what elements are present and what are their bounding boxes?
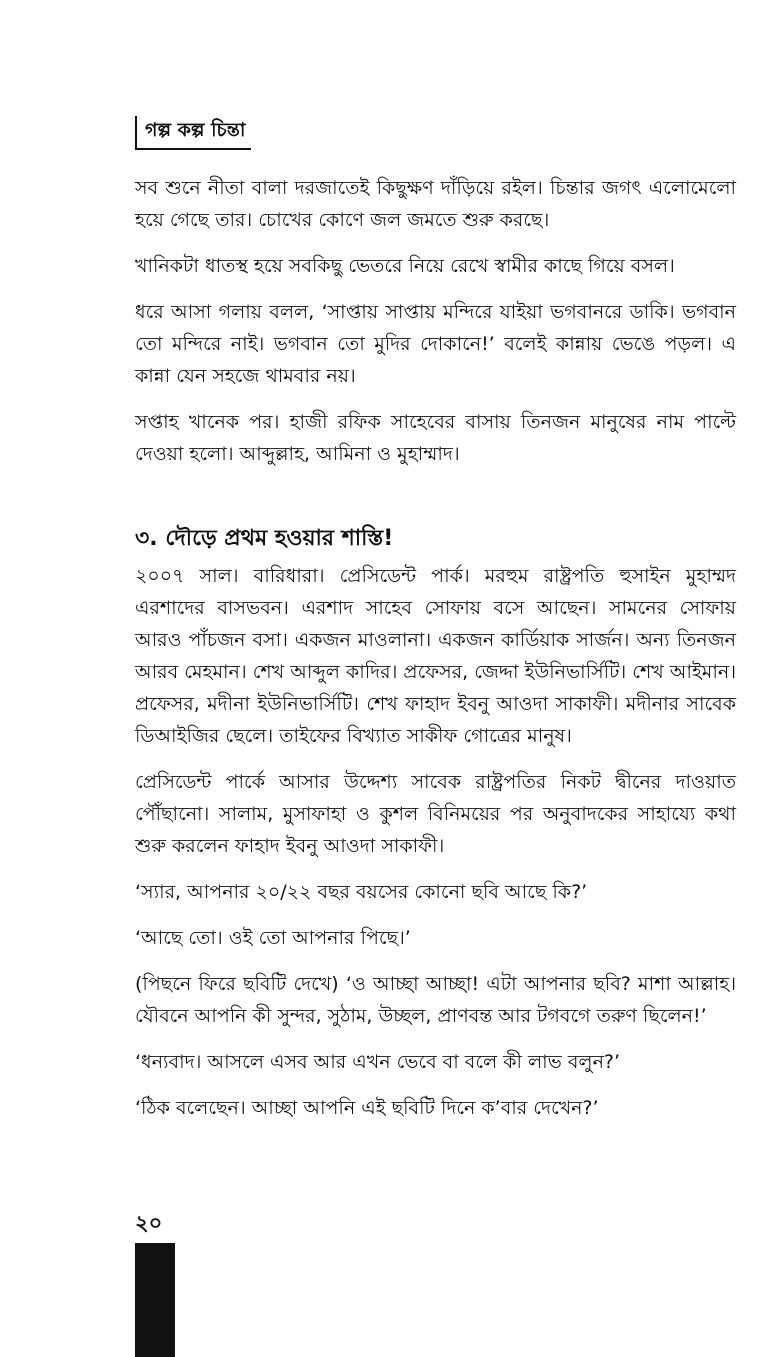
edge-tab-marker — [135, 1243, 175, 1357]
paragraph: সব শুনে নীতা বালা দরজাতেই কিছুক্ষণ দাঁড়িয়ে রইল। চিন্তার জগৎ এলোমেলো হয়ে গেছে তার। চোখের কোণে জল জমতে শুরু করছে। — [135, 177, 736, 231]
dialogue-line: (পিছনে ফিরে ছবিটি দেখে) ‘ও আচ্ছা আচ্ছা! এটা আপনার ছবি? মাশা আল্লাহ। যৌবনে আপনি কী সুন্দর, সুঠাম, উচ্ছল, প্রাণবন্ত আর টগবগে তরুণ ছিলেন!’ — [135, 973, 736, 1027]
dialogue-line: ‘আছে তো। ওই তো আপনার পিছে।’ — [135, 927, 411, 949]
running-header — [135, 116, 251, 150]
running-header-title: গল্প কল্প চিন্তা — [145, 119, 246, 141]
dialogue-line: ‘ধন্যবাদ। আসলে এসব আর এখন ভেবে বা বলে কী লাভ বলুন?’ — [135, 1051, 621, 1073]
paragraph: প্রেসিডেন্ট পার্কে আসার উদ্দেশ্য সাবেক রাষ্ট্রপতির নিকট দ্বীনের দাওয়াত পৌঁছানো। সালাম, মুসাফাহা ও কুশল বিনিময়ের পর অনুবাদকের সাহায্যে কথা শুরু করলেন ফাহাদ ইবনু আওদা সাকাফী। — [135, 771, 736, 857]
dialogue-line: ‘ঠিক বলেছেন। আচ্ছা আপনি এই ছবিটি দিনে ক’বার দেখেন?’ — [135, 1097, 599, 1119]
paragraph: ধরে আসা গলায় বলল, ‘সাপ্তায় সাপ্তায় মন্দিরে যাইয়া ভগবানরে ডাকি। ভগবান তো মন্দিরে নাই। ভগবান তো মুদির দোকানে!’ বলেই কান্নায় ভেঙে পড়ল। এ কান্না যেন সহজে থামবার নয়। — [135, 301, 736, 387]
paragraph: ২০০৭ সাল। বারিধারা। প্রেসিডেন্ট পার্ক। মরহুম রাষ্ট্রপতি হুসাইন মুহাম্মদ এরশাদের বাসভবন। এরশাদ সাহেব সোফায় বসে আছেন। সামনের সোফায় আরও পাঁচজন বসা। একজন মাওলানা। একজন কার্ডিয়াক সার্জন। অন্য তিনজন আরব মেহমান। শেখ আব্দুল কাদির। প্রফেসর, জেদ্দা ইউনিভার্সিটি। শেখ আইমান। প্রফেসর, মদীনা ইউনিভার্সিটি। শেখ ফাহাদ ইবনু আওদা সাকাফী। মদীনার সাবেক ডিআইজির ছেলে। তাইফের বিখ্যাত সাকীফ গোত্রের মানুষ। — [135, 565, 736, 747]
dialogue-line: ‘স্যার, আপনার ২০/২২ বছর বয়সের কোনো ছবি আছে কি?’ — [135, 881, 588, 903]
section-heading: ৩. দৌড়ে প্রথম হওয়ার শাস্তি! — [135, 526, 394, 551]
page-content — [135, 172, 736, 1138]
page-number: ২০ — [135, 1211, 163, 1235]
paragraph: খানিকটা ধাতস্থ হয়ে সবকিছু ভেতরে নিয়ে রেখে স্বামীর কাছে গিয়ে বসল। — [135, 255, 675, 277]
paragraph: সপ্তাহ খানেক পর। হাজী রফিক সাহেবের বাসায় তিনজন মানুষের নাম পাল্টে দেওয়া হলো। আব্দুল্লাহ, আমিনা ও মুহাম্মাদ। — [135, 411, 736, 465]
